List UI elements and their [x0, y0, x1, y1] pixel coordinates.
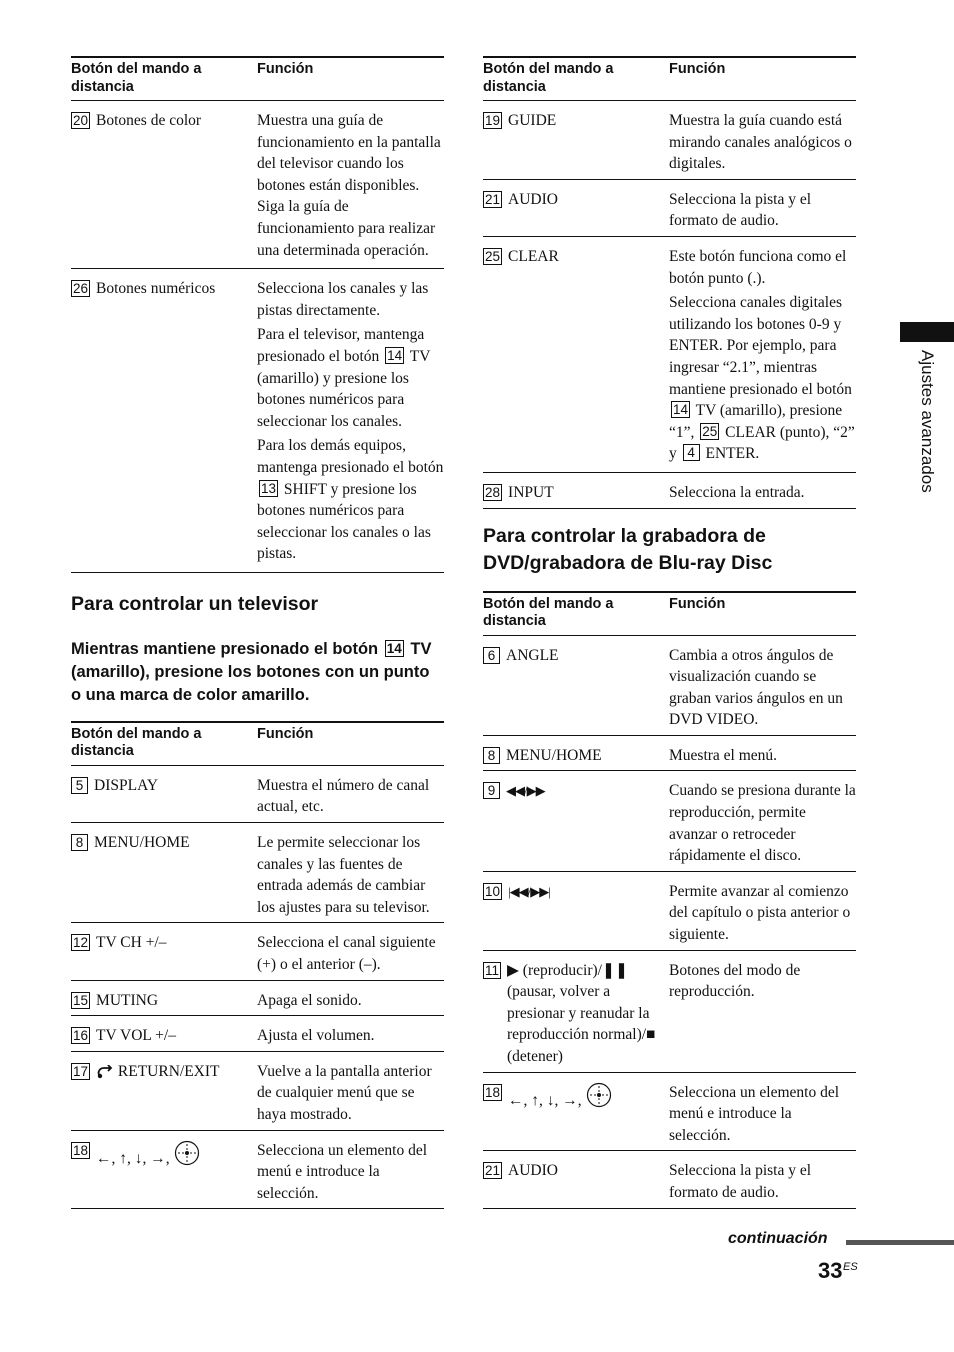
- function-text: Selecciona la pista y el formato de audio.: [669, 1151, 856, 1208]
- function-text: Ajusta el volumen.: [257, 1016, 444, 1052]
- table-row: 8 MENU/HOME Le permite seleccionar los canales y las fuentes de entrada además de cambiar los ajustes para su televisor.: [71, 823, 444, 923]
- button-label: ◀◀/▶▶: [506, 783, 545, 799]
- function-text: Para el televisor, mantenga presionado el botón 14 TV (amarillo) y presione los botones numéricos para seleccionar los canales.: [257, 326, 431, 430]
- enter-icon: [174, 1140, 200, 1166]
- function-text: Muestra el número de canal actual, etc.: [257, 765, 444, 822]
- button-label: CLEAR: [508, 247, 559, 265]
- header-function: Función: [669, 592, 856, 636]
- button-label: GUIDE: [508, 112, 557, 129]
- table-row: 25 CLEAR Este botón funciona como el botón punto (.). Selecciona canales digitales utilizando los botones 0-9 y ENTER. Por ejemplo, para ingresar “2.1”, mientras mantiene presionado el botón 14 TV (amarillo), presione “1”, 25 CLEAR (punto), “2” y 4 ENTER.: [483, 236, 856, 472]
- button-label: RETURN/EXIT: [117, 1062, 220, 1080]
- function-text: Vuelve a la pantalla anterior de cualquier menú que se haya mostrado.: [257, 1051, 444, 1130]
- function-text: Muestra el menú.: [669, 735, 856, 771]
- return-icon: [96, 1065, 114, 1079]
- function-text: Botones del modo de reproducción.: [669, 950, 856, 1072]
- table-dvd: [483, 591, 856, 1209]
- table-row: 15 MUTING Apaga el sonido.: [71, 980, 444, 1016]
- table-row: 10 |◀◀/▶▶| Permite avanzar al comienzo del capítulo o pista anterior o siguiente.: [483, 871, 856, 950]
- header-function: Función: [257, 722, 444, 766]
- header-button: Botón del mando a distancia: [71, 722, 257, 766]
- function-text: Selecciona el canal siguiente (+) o el anterior (–).: [257, 923, 444, 980]
- enter-icon: [586, 1082, 612, 1108]
- function-text: Para los demás equipos, mantenga presionado el botón 13 SHIFT y presione los botones numéricos para seleccionar los canales o las pistas.: [257, 437, 444, 563]
- button-label: INPUT: [508, 483, 554, 501]
- button-label: AUDIO: [508, 1162, 558, 1180]
- table-row: 19 GUIDE Muestra la guía cuando está mirando canales analógicos o digitales.: [483, 101, 856, 180]
- table-row: 9 ◀◀/▶▶ Cuando se presiona durante la reproducción, permite avanzar o retroceder rápidamente el disco.: [483, 771, 856, 871]
- button-label: ←, ↑, ↓, →,: [96, 1149, 170, 1167]
- button-label: |◀◀/▶▶|: [508, 883, 550, 899]
- function-text: Muestra la guía cuando está mirando canales analógicos o digitales.: [669, 101, 856, 180]
- button-label: AUDIO: [508, 190, 558, 208]
- function-text: Permite avanzar al comienzo del capítulo o pista anterior o siguiente.: [669, 871, 856, 950]
- function-text: Cuando se presiona durante la reproducción, permite avanzar o retroceder rápidamente el disco.: [669, 771, 856, 871]
- table-row: 21 AUDIO Selecciona la pista y el formato de audio.: [483, 179, 856, 236]
- header-button: Botón del mando a distancia: [483, 57, 669, 101]
- section-title-dvd: Para controlar la grabadora de DVD/grabadora de Blu-ray Disc: [483, 524, 773, 574]
- section-tab-marker: [900, 322, 954, 342]
- table-row: 12 TV CH +/– Selecciona el canal siguiente (+) o el anterior (–).: [71, 923, 444, 980]
- table-row: 18 ←, ↑, ↓, →, Selecciona un elemento del menú e introduce la selección.: [483, 1072, 856, 1151]
- table-row: 16 TV VOL +/– Ajusta el volumen.: [71, 1016, 444, 1052]
- page-suffix: ES: [843, 1261, 858, 1273]
- right-column: [483, 56, 856, 1209]
- function-text: Le permite seleccionar los canales y las fuentes de entrada además de cambiar los ajustes para su televisor.: [257, 823, 444, 923]
- function-text: Este botón funciona como el botón punto (.).: [669, 247, 847, 287]
- header-button: Botón del mando a distancia: [483, 592, 669, 636]
- function-text: Cambia a otros ángulos de visualización cuando se graban varios ángulos en un DVD VIDEO.: [669, 635, 856, 735]
- section-title-tv: Para controlar un televisor: [71, 592, 319, 615]
- table-row: 6 ANGLE Cambia a otros ángulos de visualización cuando se graban varios ángulos en un DVD VIDEO.: [483, 635, 856, 735]
- table-row: 17 RETURN/EXIT Vuelve a la pantalla anterior de cualquier menú que se haya mostrado.: [71, 1051, 444, 1130]
- function-text: Selecciona la pista y el formato de audio.: [669, 179, 856, 236]
- table-color-numeric: [71, 56, 444, 573]
- header-function: Función: [257, 57, 444, 101]
- table-tv: [71, 721, 444, 1210]
- left-column: [71, 56, 444, 1209]
- continuation-bar: [846, 1240, 954, 1245]
- button-label: MUTING: [96, 991, 159, 1009]
- function-text: Selecciona canales digitales utilizando los botones 0-9 y ENTER. Por ejemplo, para ingresar “2.1”, mientras mantiene presionado el botón 14 TV (amarillo), presione “1”, 25 CLEAR (punto), “2” y 4 ENTER.: [669, 294, 855, 463]
- table-row: 18 ←, ↑, ↓, →, Selecciona un elemento del menú e introduce la selección.: [71, 1130, 444, 1209]
- function-text: Selecciona un elemento del menú e introduce la selección.: [257, 1130, 444, 1209]
- function-text: Apaga el sonido.: [257, 980, 444, 1016]
- table-row: 11 ▶ (reproducir)/❚❚ (pausar, volver a presionar y reanudar la reproducción normal)/■ (detener) Botones del modo de reproducción.: [483, 950, 856, 1072]
- function-text: Selecciona un elemento del menú e introduce la selección.: [669, 1072, 856, 1151]
- button-label: TV VOL +/–: [96, 1027, 176, 1045]
- table-row: 5 DISPLAY Muestra el número de canal actual, etc.: [71, 765, 444, 822]
- section-lead-tv: Mientras mantiene presionado el botón 14 TV (amarillo), presione los botones con un punto o una marca de color amarillo.: [71, 639, 432, 704]
- continuation-label: continuación: [728, 1230, 828, 1247]
- function-text: Muestra una guía de funcionamiento en la pantalla del televisor cuando los botones están disponibles. Siga la guía de funcionamiento para realizar una determinada operación.: [257, 112, 441, 259]
- button-label: TV CH +/–: [96, 934, 167, 952]
- button-label: ANGLE: [506, 646, 559, 664]
- header-function: Función: [669, 57, 856, 101]
- button-number: 20: [73, 113, 89, 128]
- button-number: 26: [73, 281, 89, 297]
- function-text: Selecciona los canales y las pistas directamente.: [257, 280, 429, 319]
- table-row: [71, 269, 444, 573]
- button-label: MENU/HOME: [94, 834, 190, 852]
- table-guide-audio: [483, 56, 856, 509]
- header-button: Botón del mando a distancia: [71, 57, 257, 101]
- button-label: Botones de color: [96, 112, 202, 129]
- table-row: 21 AUDIO Selecciona la pista y el formato de audio.: [483, 1151, 856, 1208]
- table-row: 8 MENU/HOME Muestra el menú.: [483, 735, 856, 771]
- button-label: MENU/HOME: [506, 746, 602, 764]
- table-row: 28 INPUT Selecciona la entrada.: [483, 472, 856, 508]
- side-section-label: Ajustes avanzados: [918, 350, 937, 493]
- page-number: 33: [818, 1258, 843, 1283]
- button-label: Botones numéricos: [96, 280, 216, 298]
- button-label: ←, ↑, ↓, →,: [508, 1091, 582, 1109]
- table-row: [71, 101, 444, 269]
- function-text: Selecciona la entrada.: [669, 472, 856, 508]
- button-label: ▶ (reproducir)/❚❚ (pausar, volver a presionar y reanudar la reproducción normal)/■ (detener): [507, 961, 656, 1065]
- button-label: DISPLAY: [94, 776, 159, 794]
